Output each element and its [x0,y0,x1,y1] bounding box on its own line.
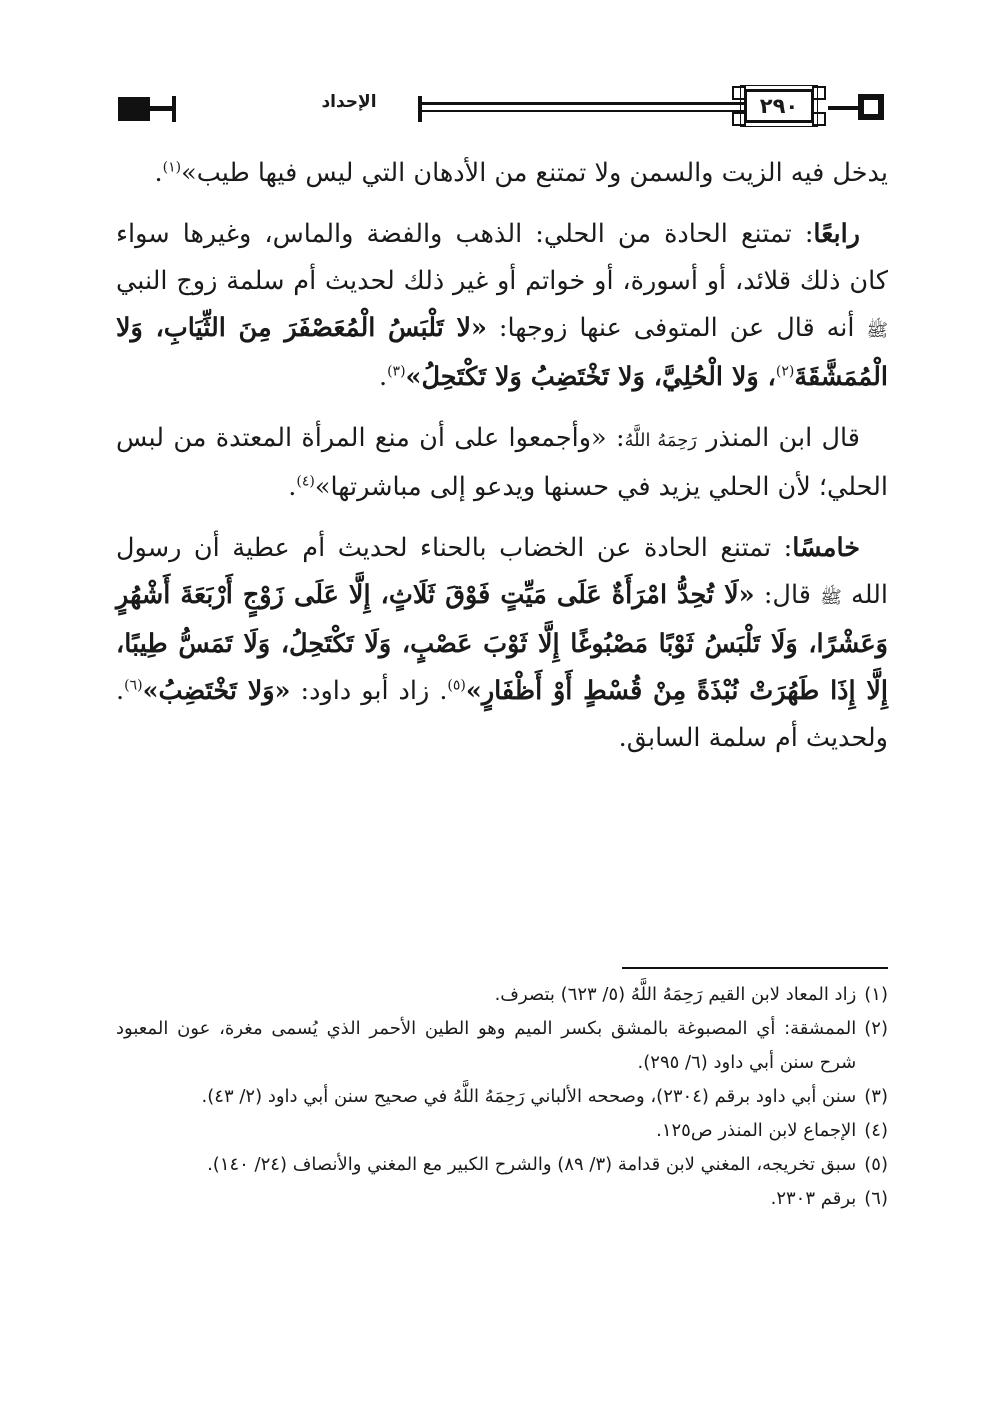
paragraph [116,150,888,197]
footnote [116,1012,888,1080]
footnote-ref[interactable]: (٣) [387,363,406,380]
punctuation: . [154,158,163,188]
page-header [116,86,888,132]
footnote-ref[interactable]: (٥) [447,677,466,694]
footnote [116,978,888,1012]
footnote-text: برقم ٢٣٠٣. [770,1188,857,1209]
footnote-number: (١) [864,984,888,1005]
header-ornament-square-left [118,97,150,121]
header-rule [422,110,752,112]
footnote-number: (٤) [864,1120,888,1141]
footnotes [116,978,888,1216]
header-ornament-bar [150,106,172,111]
paragraph [116,525,888,762]
paragraph-text: قال ابن المنذر [696,423,860,453]
honorific-glyph: ﷺ [820,587,842,608]
footnote [116,1148,888,1182]
footnote-separator [622,967,888,969]
paragraph-text: أنه قال عن المتوفى عنها زوجها: [486,313,867,343]
section-label: خامسًا [792,533,860,563]
footnote-text: الإجماع لابن المنذر ص١٢٥. [656,1120,857,1141]
hadith-quote: «وَلا تَخْتَضِبُ» [142,676,291,706]
paragraph [116,211,888,401]
footnote [116,1114,888,1148]
hadith-quote: ، وَلا الْحُلِيَّ، وَلا تَخْتَضِبُ وَلا تَكْتَحِلُ» [405,362,776,392]
punctuation: . [288,472,297,502]
header-ornament-knot [812,112,826,126]
header-ornament-knot [812,86,826,100]
footnote-number: (٣) [864,1086,888,1107]
paragraph-text: : تمتنع الحادة عن الخضاب بالحناء لحديث أم عطية أن رسول الله [116,533,888,610]
header-rule [422,102,752,105]
paragraph-text: زاد أبو داود: [290,676,440,706]
paragraph-text: . ولحديث أم سلمة السابق. [116,676,888,753]
footnote-number: (٢) [864,1018,888,1039]
section-label: رابعًا [813,219,860,249]
section-title: الإحداد [321,92,377,112]
honorific-glyph: رَحِمَهُ اللَّهُ [624,430,697,451]
header-ornament-square-right [858,94,884,120]
paragraph-text: يدخل فيه الزيت والسمن ولا تمتنع من الأدهان التي ليس فيها طيب» [181,158,888,188]
header-ornament-tick [172,96,176,122]
footnote-text: الممشقة: أي المصبوغة بالمشق بكسر الميم وهو الطين الأحمر الذي يُسمى مغرة، عون المعبود شرح سنن أبي داود (٦/ ٢٩٥). [116,1018,857,1073]
honorific-glyph: ﷺ [866,320,888,341]
paragraph-text: قال: [754,580,821,610]
footnote-ref[interactable]: (١) [162,159,182,176]
hadith-quote: «لَا تُحِدُّ امْرَأَةٌ عَلَى مَيِّتٍ فَوْقَ ثَلَاثٍ، إِلَّا عَلَى زَوْجٍ أَرْبَعَةَ أَشْهُرٍ وَعَشْرًا، وَلَا تَلْبَسُ ثَوْبًا مَصْبُوغًا إِلَّا ثَوْبَ عَصْبٍ، وَلَا تَكْتَحِلُ، وَلَا تَمَسُّ طِيبًا، إِلَّا إِذَا طَهُرَتْ نُبْذَةً مِنْ قُسْطٍ أَوْ أَظْفَارٍ» [116,580,889,706]
footnote-text: زاد المعاد لابن القيم رَحِمَهُ اللَّهُ (٥/ ٦٢٣) بتصرف. [494,984,857,1005]
header-ornament-tick [418,96,422,122]
footnote [116,1182,888,1216]
punctuation: . [439,676,448,706]
footnote-ref[interactable]: (٢) [775,363,795,380]
footnote [116,1080,888,1114]
footnote-ref[interactable]: (٤) [296,473,315,490]
punctuation: . [378,362,388,392]
hadith-quote: «لا تَلْبَسُ الْمُعَصْفَرَ مِنَ الثِّيَابِ، وَلا الْمُمَشَّقَةَ [116,313,888,392]
footnote-number: (٦) [864,1188,888,1209]
footnote-ref[interactable]: (٦) [124,677,143,694]
footnote-number: (٥) [864,1154,888,1175]
paragraph [116,415,888,511]
header-rule [828,106,858,110]
main-text [116,150,888,776]
footnote-text: سنن أبي داود برقم (٢٣٠٤)، وصححه الألباني رَحِمَهُ اللَّهُ في صحيح سنن أبي داود (٢/ ٤٣). [201,1086,857,1107]
paragraph-text: : «وأجمعوا على أن منع المرأة المعتدة من لبس الحلي؛ لأن الحلي يزيد في حسنها ويدعو إلى مباشرتها» [116,423,888,502]
footnote-text: سبق تخريجه، المغني لابن قدامة (٣/ ٨٩) والشرح الكبير مع المغني والأنصاف (٢٤/ ١٤٠). [207,1154,857,1175]
page-number: ٢٩٠ [744,89,814,123]
paragraph-text: : تمتنع الحادة من الحلي: الذهب والفضة والماس، وغيرها سواء كان ذلك قلائد، أو أسورة، أو خواتم أو غير ذلك لحديث أم سلمة زوج النبي [116,219,888,296]
